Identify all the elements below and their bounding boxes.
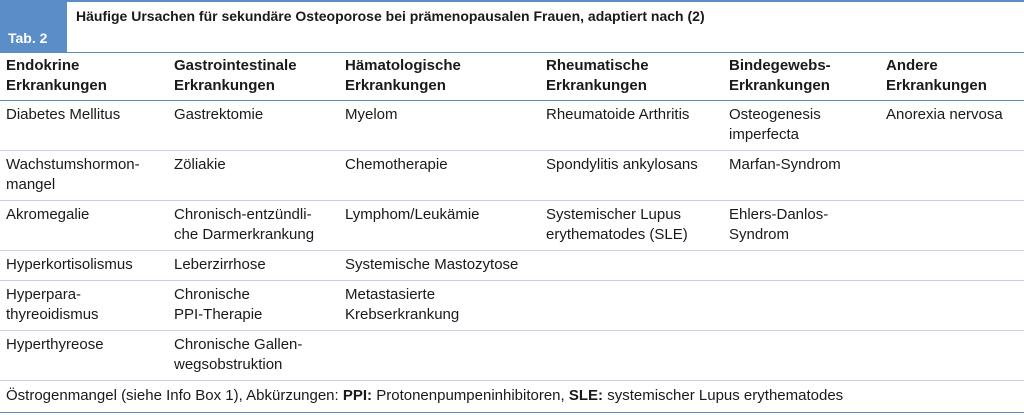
table-cell: Diabetes Mellitus xyxy=(0,101,168,151)
table-cell xyxy=(723,251,880,281)
table-cell: Akromegalie xyxy=(0,201,168,251)
table-cell: Ehlers-Danlos- Syndrom xyxy=(723,201,880,251)
table-cell xyxy=(880,201,1024,251)
table-cell xyxy=(880,331,1024,381)
table-cell xyxy=(880,251,1024,281)
table-cell xyxy=(540,281,723,331)
table-cell: Hyperkortisolismus xyxy=(0,251,168,281)
column-header: Endokrine Erkrankungen xyxy=(0,53,168,101)
table-cell: Chronisch-entzündli- che Darmerkrankung xyxy=(168,201,339,251)
abbreviation-ppi: PPI: xyxy=(342,387,373,404)
table-cell: Systemischer Lupus erythematodes (SLE) xyxy=(540,201,723,251)
table-row xyxy=(0,331,1024,381)
header-row xyxy=(0,53,1024,101)
table-cell: Wachstumshormon- mangel xyxy=(0,151,168,201)
table-cell: Marfan-Syndrom xyxy=(723,151,880,201)
table-footnote: Östrogenmangel (siehe Info Box 1), Abkürzungen: PPI: Protonenpumpeninhibitoren, SLE: systemischer Lupus erythematodes xyxy=(0,381,1024,413)
table-cell: Osteogenesis imperfecta xyxy=(723,101,880,151)
table-cell: Chronische Gallen- wegsobstruktion xyxy=(168,331,339,381)
table-cell: Gastrektomie xyxy=(168,101,339,151)
table-cell: Metastasierte Krebserkrankung xyxy=(339,281,540,331)
column-header: Hämatologische Erkrankungen xyxy=(339,53,540,101)
table-cell xyxy=(723,281,880,331)
table-cell: Spondylitis ankylosans xyxy=(540,151,723,201)
column-header: Bindegewebs- Erkrankungen xyxy=(723,53,880,101)
table-cell: Zöliakie xyxy=(168,151,339,201)
top-rule xyxy=(67,0,1024,2)
table-cell xyxy=(880,151,1024,201)
table-row xyxy=(0,151,1024,201)
table-row xyxy=(0,251,1024,281)
table-cell xyxy=(339,331,540,381)
table-cell xyxy=(540,251,723,281)
column-header: Andere Erkrankungen xyxy=(880,53,1024,101)
table-caption: Häufige Ursachen für sekundäre Osteoporose bei prämenopausalen Frauen, adaptiert nach (2) xyxy=(76,8,705,24)
table-cell xyxy=(540,331,723,381)
table-cell: Anorexia nervosa xyxy=(880,101,1024,151)
table-cell xyxy=(880,281,1024,331)
table-cell: Myelom xyxy=(339,101,540,151)
table-cell: Hyperpara- thyreoidismus xyxy=(0,281,168,331)
table-cell: Hyperthyreose xyxy=(0,331,168,381)
table-cell: Rheumatoide Arthritis xyxy=(540,101,723,151)
table-cell: Chronische PPI-Therapie xyxy=(168,281,339,331)
footnote-row xyxy=(0,381,1024,413)
table-cell: Chemotherapie xyxy=(339,151,540,201)
data-table xyxy=(0,53,1024,413)
column-header: Rheumatische Erkrankungen xyxy=(540,53,723,101)
table-cell: Systemische Mastozytose xyxy=(339,251,540,281)
table-row xyxy=(0,281,1024,331)
table-row xyxy=(0,201,1024,251)
table-cell xyxy=(723,331,880,381)
column-header: Gastrointestinale Erkrankungen xyxy=(168,53,339,101)
table-number-badge: Tab. 2 xyxy=(0,0,67,52)
table-cell: Lymphom/Leukämie xyxy=(339,201,540,251)
table-row xyxy=(0,101,1024,151)
table-cell: Leberzirrhose xyxy=(168,251,339,281)
abbreviation-sle: SLE: xyxy=(568,387,604,404)
